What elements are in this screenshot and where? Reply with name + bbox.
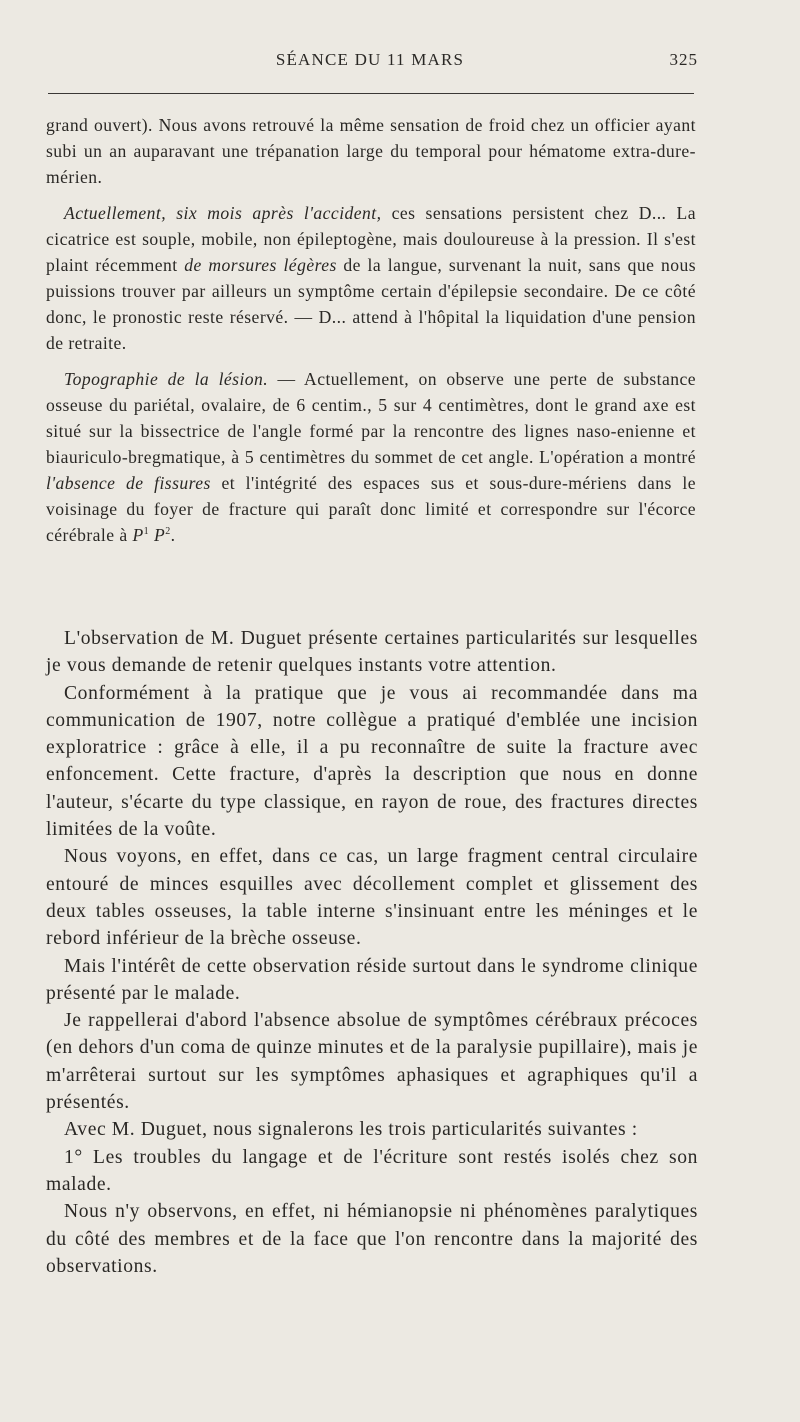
superscript: 2 bbox=[165, 526, 171, 538]
text-span: — Actuellement, on observe une perte de substance osseuse du pariétal, ovalaire, de 6 centim., 5 sur 4 centimètres, dont le grand axe est situé sur la bissectrice de l'angle formé par la rencontre des lignes naso-enienne et biauriculo-bregmatique, à 5 centimètres du sommet de cet angle. L'opération a montré bbox=[46, 369, 696, 467]
paragraph bbox=[46, 200, 696, 356]
paragraph: Avec M. Duguet, nous signalerons les trois particularités suivantes : bbox=[64, 1119, 638, 1141]
paragraph: 1° Les troubles du langage et de l'écriture sont restés isolés chez son malade. bbox=[46, 1146, 698, 1195]
area-label: P bbox=[132, 525, 144, 545]
paragraph bbox=[46, 366, 696, 548]
running-header bbox=[46, 50, 698, 80]
area-label: P bbox=[153, 525, 166, 545]
paragraph: Nous voyons, en effet, dans ce cas, un large fragment central circulaire entouré de minces esquilles avec décollement complet et glissement des deux tables osseuses, la table interne s'insinuant entre les méninges et le rebord inférieur de la brèche osseuse. bbox=[46, 846, 698, 950]
text-span: et l'intégrité des espaces sus et sous-dure-mériens dans le voisinage du foyer de fracture qui paraît donc limité et correspondre sur l'écorce cérébrale à bbox=[46, 473, 696, 545]
text-span: de la langue, survenant la nuit, sans que nous puissions trouver par ailleurs un symptôme certain d'épilepsie secondaire. De ce côté donc, le pronostic reste réservé. — D... attend à l'hôpital la liquidation d'une pension de retraite. bbox=[46, 255, 697, 353]
text-span: ces sensations persistent chez D... La cicatrice est souple, mobile, non épileptogène, mais douloureuse à la pression. Il s'est plaint récemment bbox=[46, 203, 696, 275]
paragraph: L'observation de M. Duguet présente certaines particularités sur lesquelles je vous demande de retenir quelques instants votre attention. bbox=[46, 628, 698, 677]
paragraph: grand ouvert). Nous avons retrouvé la même sensation de froid chez un officier ayant subi un an auparavant une trépanation large du temporal pour hématome extra-dure-mérien. bbox=[46, 115, 696, 187]
paragraph: Nous n'y observons, en effet, ni hémianopsie ni phénomènes paralytiques du côté des membres et de la face que l'on rencontre dans la majorité des observations. bbox=[46, 1201, 698, 1277]
italic-lead: Actuellement, six mois après l'accident, bbox=[64, 203, 382, 223]
italic-span: de morsures légères bbox=[184, 255, 337, 275]
italic-span: l'absence de fissures bbox=[46, 473, 211, 493]
header-title: SÉANCE DU 11 MARS bbox=[275, 50, 465, 69]
paragraph: Mais l'intérêt de cette observation réside surtout dans le syndrome clinique présenté par le malade. bbox=[46, 955, 698, 1004]
observation-section bbox=[46, 112, 696, 548]
italic-lead: Topographie de la lésion. bbox=[64, 369, 269, 389]
paragraph: Je rappellerai d'abord l'absence absolue de symptômes cérébraux précoces (en dehors d'un coma de quinze minutes et de la paralysie pupillaire), mais je m'arrêterai surtout sur les symptômes aphasiques et agraphiques qu'il a présentés. bbox=[46, 1010, 698, 1114]
commentary-section bbox=[46, 625, 698, 1280]
page-number: 325 bbox=[669, 50, 698, 69]
text-span: . bbox=[170, 525, 176, 545]
paragraph: Conformément à la pratique que je vous ai recommandée dans ma communication de 1907, notre collègue a pratiqué d'emblée une incision exploratrice : grâce à elle, il a pu reconnaître de suite la fracture avec enfoncement. Cette fracture, d'après la description que nous en donne l'auteur, s'écarte du type classique, en rayon de roue, des fractures directes limitées de la voûte. bbox=[46, 682, 698, 841]
header-rule bbox=[48, 93, 694, 94]
superscript: 1 bbox=[143, 526, 150, 538]
